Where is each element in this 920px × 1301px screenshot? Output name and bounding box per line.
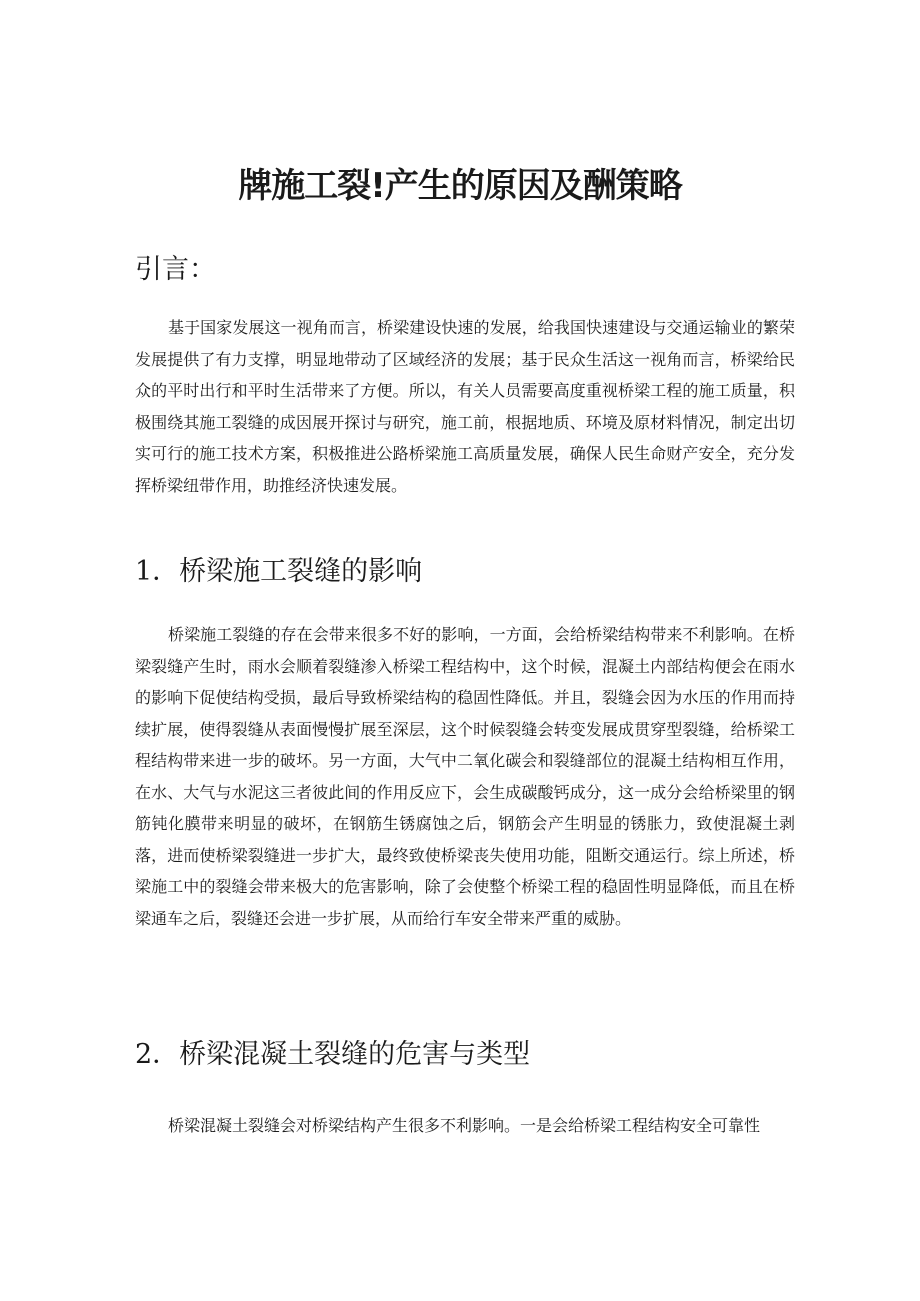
intro-paragraph: 基于国家发展这一视角而言，桥梁建设快速的发展，给我国快速建设与交通运输业的繁荣发展提供了有力支撑，明显地带动了区域经济的发展；基于民众生活这一视角而言，桥梁给民众的平时出行和平时生活带来了方便。所以，有关人员需要高度重视桥梁工程的施工质量，积极围绕其施工裂缝的成因展开探讨与研究，施工前，根据地质、环境及原材料情况，制定出切实可行的施工技术方案，积极推进公路桥梁施工高质量发展，确保人民生命财产安全，充分发挥桥梁纽带作用，助推经济快速发展。 — [135, 318, 795, 495]
section-2-paragraph: 桥梁混凝土裂缝会对桥梁结构产生很多不利影响。一是会给桥梁工程结构安全可靠性 — [168, 1116, 761, 1135]
section-2-heading: 2．桥梁混凝土裂缝的危害与类型 — [135, 1039, 531, 1070]
intro-heading: 引言： — [135, 254, 216, 285]
section-1-paragraph: 桥梁施工裂缝的存在会带来很多不好的影响，一方面，会给桥梁结构带来不利影响。在桥梁裂缝产生时，雨水会顺着裂缝渗入桥梁工程结构中，这个时候，混凝土内部结构便会在雨水的影响下促使结构受损，最后导致桥梁结构的稳固性降低。并且，裂缝会因为水压的作用而持续扩展，使得裂缝从表面慢慢扩展至深层，这个时候裂缝会转变发展成贯穿型裂缝，给桥梁工程结构带来进一步的破坏。另一方面，大气中二氧化碳会和裂缝部位的混凝土结构相互作用，在水、大气与水泥这三者彼此间的作用反应下，会生成碳酸钙成分，这一成分会给桥梁里的钢筋钝化膜带来明显的破坏，在钢筋生锈腐蚀之后，钢筋会产生明显的锈胀力，致使混凝土剥落，进而使桥梁裂缝进一步扩大，最终致使桥梁丧失使用功能，阻断交通运行。综上所述，桥梁施工中的裂缝会带来极大的危害影响，除了会使整个桥梁工程的稳固性明显降低，而且在桥梁通车之后，裂缝还会进一步扩展，从而给行车安全带来严重的威胁。 — [135, 625, 795, 928]
section-1-heading: 1．桥梁施工裂缝的影响 — [135, 556, 423, 587]
document-title: 牌施工裂!产生的原因及酬策略 — [238, 166, 682, 206]
